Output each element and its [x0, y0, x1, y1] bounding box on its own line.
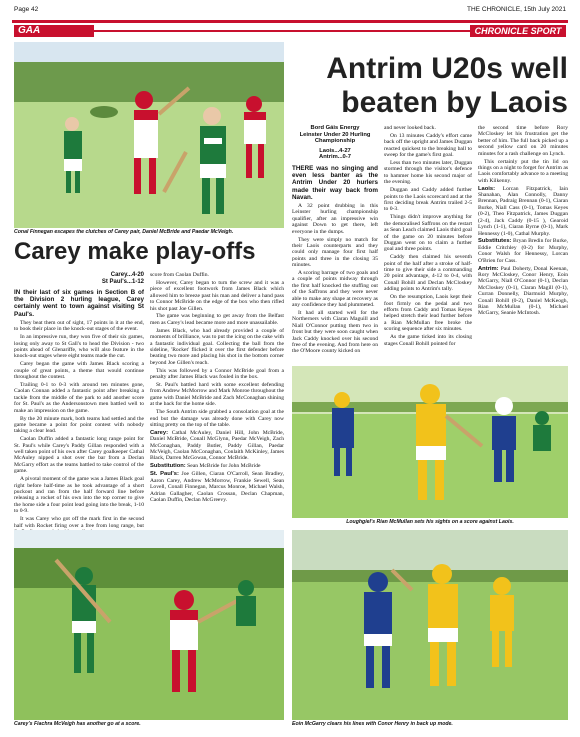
paragraph: Caolan Duffin added a fantastic long range point for St. Paul's while Carey's Paddy Gillan responded with a well taken point of his own after Carey goalkeeper Cathal McAuley nipped a shot over the bar from a Declan McGarry effort as the teams battled to take control of the game.	[14, 436, 144, 475]
paragraph: As the game ticked into its closing stages Conall Bohill pointed for	[384, 334, 472, 347]
competition-name-3: Championship	[314, 138, 356, 145]
caption-bottom-left: Carey's Fiachra McVeigh has another go at a score.	[14, 721, 141, 727]
paragraph: score from Caolan Duffin.	[150, 272, 209, 278]
team-list: Joe Gillen, Ciaran O'Carroll, Sean Bradley, Aaron Carey, Andrew McMorrow, Frankie Sewell, Sean Lovell, Conall Finnegan, Marcus Monroe, Michael Walsh, Adrian Gallagher, Caolan Crossan, Declan Chapman, Caolan Duffin, Declan McGreevy.	[150, 471, 284, 503]
paragraph: It had all started well for the Northerners with Ciaran Maguill and Niall O'Connor putting them two in front but they were soon caught when Jack Caddy knocked over his second free of the evening. And from here on the O'Moore county kicked on	[292, 309, 378, 355]
antrim-column-1	[292, 125, 378, 356]
score-st-pauls: St Paul's...1-12	[101, 279, 144, 285]
carey-column-1	[14, 272, 144, 537]
team-list: Cathal McAuley, Daniel Hill, John McBride, Daniel McBride, Conall McGlynn, Paedar McVeigh, Zach McConaghan, Paddy Butler, Paddy Gillan, Paedar McVeigh, Caolan McConaghan, Conlaith McKinley, James Black, Darren McGowan, Connor McBride.	[150, 429, 284, 462]
paragraph: Things didn't improve anything for the demoralised Saffrons on the restart as Sean Leach claimed Laois third goal of the game on 20 minutes before Duggan went on to claim a further goal and three points.	[384, 214, 472, 253]
paragraph: and never looked back.	[384, 125, 436, 131]
score-antrim: Antrim...0-7	[319, 154, 351, 161]
photo-fiachra-mcveigh	[14, 530, 284, 720]
team-laois-subs	[478, 238, 568, 264]
team-head: Antrim:	[478, 265, 499, 272]
team-antrim	[478, 266, 568, 317]
photo-eoin-mcgarry	[292, 530, 568, 720]
antrim-headline-line1: Antrim U20s well	[326, 52, 568, 85]
caption-mid-right: Loughgiel's Rian McMullan sets his sights on a score against Laois.	[346, 519, 514, 525]
paragraph: Caddy then claimed his seventh point of the half after a stroke of half-time to give their side a commanding 20 point advantage, 4-12 to 0-4, with Conall Bohill and Declan McCloskey adding points to Antrim's tally.	[384, 254, 472, 293]
page-number: Page 42	[14, 6, 39, 13]
paragraph: However, Carey began to turn the screw and it was a piece of excellent footwork from James Black which allowed him to breeze past his man and deliver a hand pass to Connor McBride on the edge of the box who then rifled his shot past Joe Gillen.	[150, 279, 284, 312]
team-carey	[150, 430, 284, 462]
competition-name-2: Leinster Under 20 Hurling	[299, 131, 371, 138]
carey-lead: IN their last of six games in Section B of the Division 2 hurling league, Carey certainly went to town against visiting St Paul's.	[14, 289, 144, 318]
photo-rian-mcmullan	[292, 366, 568, 518]
carey-headline: Carey make play-offs	[14, 238, 256, 265]
team-list: Lorcan Fitzpatrick, Iain Shanahan, Alan Connolly, Danny Brennan, Padraig Brennan (0-1), Ciaran Burke, Niall Cass (0-1), Tomas Keyes (0-2), Theo Fitzpatrick, James Duggan (2-4), Jack Caddy (0-15 ), Gearoid Lynch (1-1), Ciaran Byrne (0-1), Mark Hennessy (1-0), Cathal Murphy.	[478, 185, 568, 237]
photo-conal-finnegan	[14, 42, 284, 228]
team-list: Paul Doherty, Donal Keenan, Rory McCloskey, Conor Henry, Eoin McGarry, Niall O'Connor (0-1), Declan McCloskey (0-1), Ciaran Magill (0-1), Curran Donnelly, Diarmuid Murphy, Conall Bohill (0-2), Daniel McKeogh, Rian McMullan (0-1), Michael McGarry, Seanie McIntosh.	[478, 265, 568, 317]
caption-bottom-right: Eoin McGarry clears his lines with Conor Henry in back up mode.	[292, 721, 453, 727]
paragraph: On 13 minutes Caddy's effort came back off the upright and James Duggan reacted quickest to the breaking ball to sweep for the game's first goal.	[384, 132, 472, 159]
paragraph: Duggan and Caddy added further points to the Laois scorecard and at the first deciding break Antrim trailed 2-5 to 0-3.	[384, 187, 472, 213]
paragraph: This certainly put the tin lid on things on a night to forget for Antrim as Laois comfortably advance to a meeting with Kilkenny.	[478, 158, 568, 184]
paragraph: They beat them out of sight, 17 points in it at the end, to book their place in the knock-out stages of the event.	[14, 319, 144, 333]
section-rule	[94, 30, 470, 32]
paragraph: In an impressive run, they won five of their six games, losing only away to St Gall's to head the Division - two points ahead of Glenariffe, who will also feature in the knock-out stages where eight teams made the cut.	[14, 334, 144, 360]
header-rule	[12, 20, 568, 23]
antrim-lead: THERE was no singing and even less banter as the Antrim Under 20 hurlers made their way back from Navan.	[292, 164, 378, 201]
team-head: Laois:	[478, 185, 496, 192]
team-head: Carey:	[150, 429, 169, 436]
paragraph: A scoring barrage of two goals and a couple of points midway through the first half knocked the stuffing out of the Saffrons and they were never able to make any shape at recovery as any confidence they had plummeted.	[292, 270, 378, 309]
competition-name: Bord Gáis Energy	[310, 125, 360, 131]
publication-date: THE CHRONICLE, 15th July 2021	[467, 6, 566, 13]
score-laois: Laois...4-27	[319, 147, 351, 154]
antrim-column-3	[478, 125, 568, 318]
team-st-pauls	[150, 471, 284, 503]
section-label: GAA	[14, 25, 94, 37]
paragraph: Less than two minutes later, Duggan stormed through the visitor's defence to hammer home his second major of the evening.	[384, 160, 472, 186]
paragraph: the second time before Rory McCloskey let his frustration get the better of him. The full back picked up a second yellow card on 20 minutes minutes for a rash challenge on Lynch.	[478, 125, 568, 157]
team-head: St. Paul's:	[150, 471, 179, 478]
team-carey-subs	[150, 463, 284, 469]
brand-logo: CHRONICLE SPORT	[470, 25, 566, 37]
paragraph: They were simply no match for their Laois counterparts and they could only manage four first half points and three in the closing 35 minutes.	[292, 236, 378, 269]
paragraph: Carey began the game with James Black scoring a couple of great points, a theme that would continue throughout the contest.	[14, 361, 144, 381]
antrim-column-2	[384, 125, 472, 348]
team-list: Sean McBride for John McBride	[187, 463, 261, 470]
team-head: Substitutes:	[478, 238, 512, 245]
paragraph: A 32 point drubbing in this Leinster hurling championship qualifier, after an impressive win against Down to get there, left everyone in the dumps.	[292, 202, 378, 235]
paragraph: The game was beginning to get away from the Belfast men as Carey's lead became more and more unassailable.	[150, 313, 284, 326]
caption-top: Conal Finnegan escapes the clutches of Carey pair, Daniel McBride and Paedar McVeigh.	[14, 229, 234, 235]
paragraph: The South Antrim side grabbed a consolation goal at the end but the damage was already done with Carey now sitting pretty on the top of the table.	[150, 409, 284, 428]
score-carey: Carey...4-20	[110, 272, 144, 278]
carey-column-2	[150, 272, 284, 505]
paragraph: On the resumption, Laois kept their foot firmly on the pedal and two efforts from Caddy and Tomas Keyes helped stretch their lead further before a Rian McMullan free broke the scoring sequence after six minutes.	[384, 294, 472, 333]
paragraph: St. Paul's battled hard with some excellent defending from Andrew McMorrow and Mark Monroe throughout the game with Daniel McBride and Zach McConaghan shining at the back for the home side.	[150, 382, 284, 408]
team-head: Substitution:	[150, 463, 186, 470]
team-laois	[478, 186, 568, 237]
paragraph: It was Carey who got off the mark first in the second half with Rocket firing over a free from long range, but	[14, 516, 144, 529]
antrim-headline-line2: beaten by Laois	[341, 86, 568, 119]
team-list: Bryan Bredin for Burke, Eddie Critchley (0-2) for Murphy, Conor Walsh for Hennessy, Lorcan O'Brien for Cass.	[478, 238, 568, 264]
paragraph: Trailing 0-1 to 0-3 with around ten minutes gone, Caolan Connan added a fantastic point after breaking a tackle from the middle of the park to add another score for St. Paul's as the Andersonstown men battled well to make an impression on the game.	[14, 381, 144, 414]
paragraph: A pivotal moment of the game was a James Black goal right before half-time as he took advantage of a short puckout and ran from the half forward line before releasing a rocket of his own into the top corner to give the home side a four point lead going into the break, 1-10 to 0-9.	[14, 476, 144, 515]
paragraph: James Black, who had already provided a couple of moments of brilliance, was to put the icing on the cake with a fantastic individual goal. Collecting the ball from the sideline, 'Rocket' flicked it over the first defender before beating two more and placing his shot in the bottom corner beyond Joe Gillen's reach.	[150, 327, 284, 366]
paragraph: This was followed by a Connor McBride goal from a penalty after James Black was fouled in the box.	[150, 367, 284, 381]
paragraph: By the 20 minute mark, both teams had settled and the game became a point for point contest with nobody taking a clear lead.	[14, 415, 144, 435]
